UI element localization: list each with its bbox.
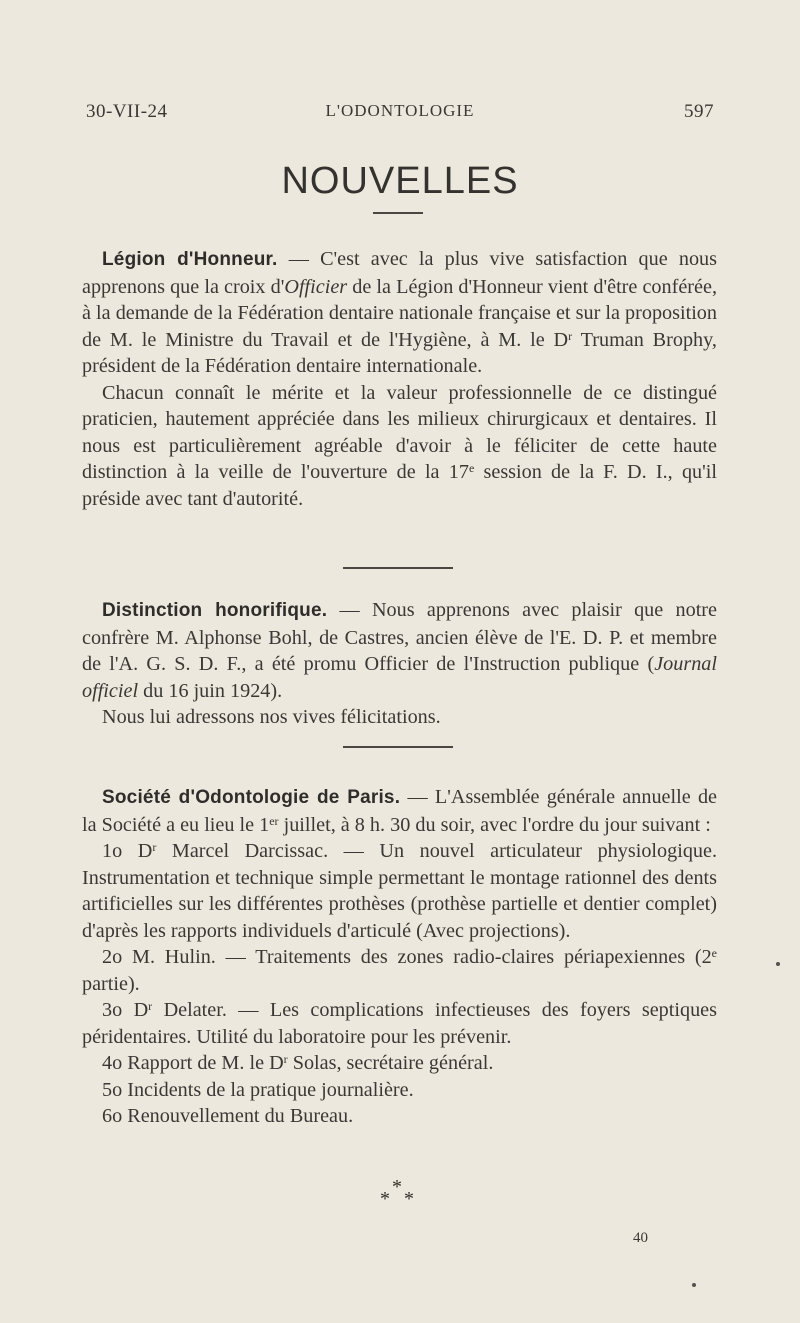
paragraph bbox=[82, 246, 717, 380]
agenda-item bbox=[82, 1103, 717, 1130]
italic-text: Officier bbox=[284, 275, 348, 298]
item-number: 6o bbox=[102, 1105, 123, 1127]
text-run: Chacun connaît le mérite et la valeur professionnelle de ce distingué praticien, hautement appréciée dans les milieux chirurgicaux et dentaires. Il nous est particulièrement agréable d'avoir à le féliciter de cette haute distinction à la veille de l'ouverture de la 17 bbox=[82, 381, 717, 483]
text-run: — L'Assemblée générale annuelle de la Société a eu lieu le 1 bbox=[82, 786, 718, 836]
superscript: r bbox=[148, 999, 153, 1013]
section-divider bbox=[343, 567, 453, 569]
item-number: 1o bbox=[102, 840, 123, 862]
text-run: juillet, à 8 h. 30 du soir, avec l'ordre du jour suivant : bbox=[278, 813, 711, 836]
text-run: partie). bbox=[82, 972, 140, 995]
agenda-item bbox=[82, 1050, 717, 1077]
item-number: 5o bbox=[102, 1078, 123, 1101]
section-heading: Société d'Odontologie de Paris. bbox=[102, 787, 401, 808]
text-run: Marcel Darcissac. — Un nouvel articulateur physiologique. Instrumentation et technique simple permettant le montage rationnel des dents artificielles sur les différentes prothèses (prothèse partielle et dentier complet) d'après les rapports individuels d'articulé (Avec projections). bbox=[82, 840, 718, 942]
text-run: session de la F. D. I., qu'il préside avec tant d'autorité. bbox=[82, 461, 717, 510]
journal-name: L'ODONTOLOGIE bbox=[325, 101, 475, 120]
agenda-item bbox=[82, 1077, 717, 1104]
superscript: e bbox=[468, 461, 475, 475]
text-run: D bbox=[137, 840, 153, 862]
item-number: 4o bbox=[102, 1052, 123, 1074]
superscript: er bbox=[269, 813, 279, 828]
section-legion-honneur bbox=[82, 246, 717, 512]
superscript: e bbox=[711, 946, 717, 960]
section-societe-odontologie bbox=[82, 784, 717, 1130]
item-number: 2o bbox=[102, 946, 123, 968]
item-number: 3o bbox=[102, 999, 123, 1021]
paragraph bbox=[82, 380, 717, 513]
paragraph bbox=[82, 597, 717, 704]
asterisk: * bbox=[380, 1188, 390, 1210]
text-run: M. Hulin. — Traitements des zones radio-claires périapexiennes (2 bbox=[122, 946, 712, 968]
title-divider bbox=[373, 212, 423, 214]
asterisk: * bbox=[392, 1176, 402, 1198]
text-run: Renouvellement du Bureau. bbox=[122, 1105, 354, 1127]
text-run: — Nous apprenons avec plaisir que notre confrère M. Alphonse Bohl, de Castres, ancien élève de l'E. D. P. et membre de l'A. G. S. D. F., a été promu Officier de l'Instruction publique ( bbox=[82, 599, 717, 675]
italic-text: Journal officiel bbox=[82, 653, 717, 702]
signature-mark: 40 bbox=[633, 1230, 648, 1246]
issue-date: 30-VII-24 bbox=[86, 101, 168, 122]
superscript: r bbox=[283, 1052, 288, 1066]
paragraph: Nous lui adressons nos vives félicitations. bbox=[102, 706, 441, 728]
text-run: Truman Brophy, président de la Fédération dentaire internationale. bbox=[82, 328, 717, 377]
agenda-item bbox=[82, 997, 717, 1050]
text-run: — C'est avec la plus vive satisfaction que nous apprenons que la croix d' bbox=[82, 248, 717, 298]
section-heading: Distinction honorifique. bbox=[102, 600, 328, 621]
text-run: Delater. — Les complications infectieuses des foyers septiques péridentaires. Utilité du laboratoire pour les prévenir. bbox=[82, 999, 717, 1048]
page-title: NOUVELLES bbox=[281, 160, 519, 202]
text-run: de la Légion d'Honneur vient d'être conférée, à la demande de la Fédération dentaire nationale française et sur la proposition de M. le Ministre du Travail et de l'Hygiène, à M. le D bbox=[82, 275, 717, 351]
agenda-item bbox=[82, 944, 717, 997]
asterism bbox=[370, 1176, 426, 1212]
text-run: Incidents de la pratique journalière. bbox=[122, 1078, 414, 1101]
section-divider bbox=[343, 746, 453, 748]
text-run: Solas, secrétaire général. bbox=[287, 1052, 494, 1074]
text-run: Rapport de M. le D bbox=[122, 1052, 284, 1074]
ink-speck bbox=[692, 1283, 696, 1287]
ink-speck bbox=[776, 962, 780, 966]
superscript: r bbox=[152, 840, 157, 854]
superscript: r bbox=[568, 328, 573, 343]
agenda-item bbox=[82, 838, 717, 944]
paragraph bbox=[82, 784, 717, 838]
page-number: 597 bbox=[684, 101, 714, 122]
text-run: D bbox=[133, 999, 149, 1021]
section-heading: Légion d'Honneur. bbox=[102, 249, 278, 270]
section-distinction bbox=[82, 597, 717, 731]
asterisk: * bbox=[404, 1188, 414, 1210]
text-run: du 16 juin 1924). bbox=[138, 679, 283, 702]
running-head bbox=[86, 101, 714, 129]
